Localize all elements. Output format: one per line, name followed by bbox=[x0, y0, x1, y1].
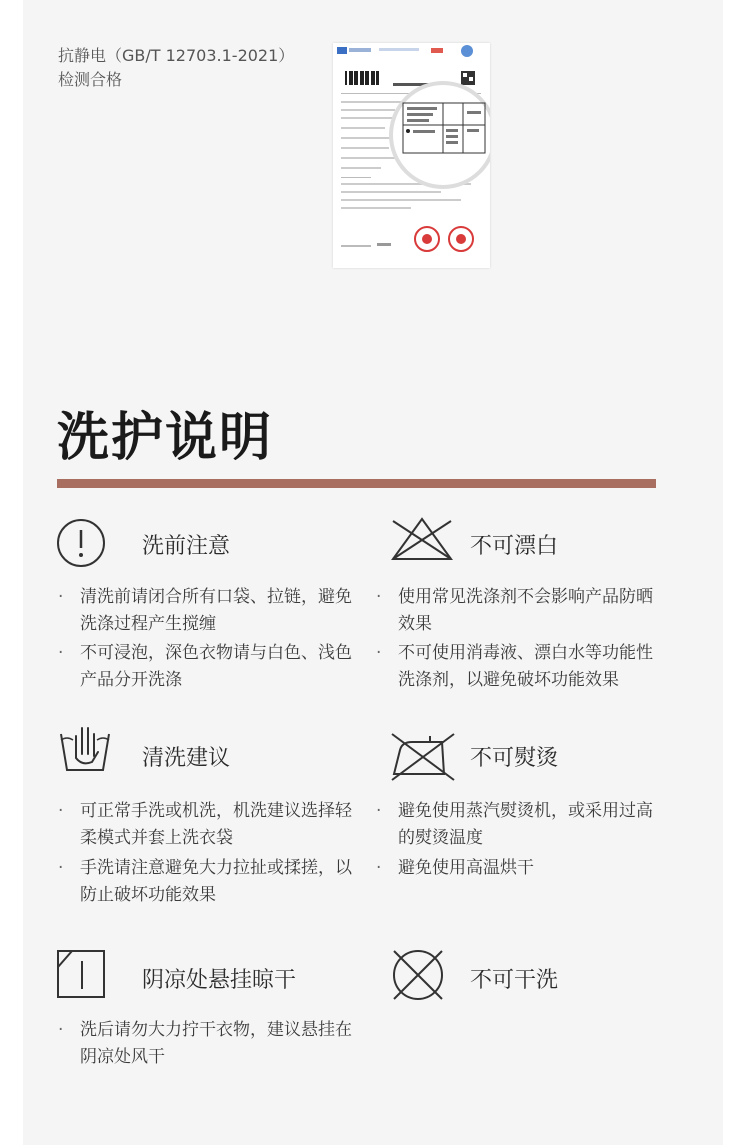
certificate-label bbox=[58, 44, 294, 92]
info-circle-icon bbox=[56, 518, 106, 568]
section-title-pre-wash: 洗前注意 bbox=[142, 534, 231, 559]
certificate-result: 检测合格 bbox=[58, 70, 123, 89]
bullet-pre-wash-2: · 不可浸泡，深色衣物请与白色、浅色产品分开洗涤 bbox=[58, 643, 352, 690]
bullet-pre-wash-1: · 清洗前请闭合所有口袋、拉链，避免洗涤过程产生搅缠 bbox=[58, 587, 352, 634]
section-title-no-bleach: 不可漂白 bbox=[470, 534, 559, 559]
bullet-wash-advice-2: · 手洗请注意避免大力拉扯或揉搓，以防止破坏功能效果 bbox=[58, 858, 352, 905]
bullet-no-iron-1: · 避免使用蒸汽熨烫机，或采用过高的熨烫温度 bbox=[376, 801, 653, 848]
no-bleach-icon bbox=[389, 515, 455, 563]
bullet-no-bleach-2: · 不可使用消毒液、漂白水等功能性洗涤剂，以避免破坏功能效果 bbox=[376, 643, 653, 690]
certificate-standard: 抗静电（GB/T 12703.1-2021） bbox=[58, 46, 295, 65]
section-title-no-iron: 不可熨烫 bbox=[470, 746, 559, 771]
hand-wash-icon bbox=[58, 724, 112, 774]
no-iron-icon bbox=[390, 730, 458, 782]
shade-dry-icon bbox=[56, 949, 106, 999]
bullet-shade-dry-1: · 洗后请勿大力拧干衣物，建议悬挂在阴凉处风干 bbox=[58, 1020, 352, 1067]
accent-divider bbox=[57, 479, 656, 488]
bullet-no-bleach-1: · 使用常见洗涤剂不会影响产品防晒效果 bbox=[376, 587, 653, 634]
test-report-graphic bbox=[333, 43, 490, 268]
section-title-shade-dry: 阴凉处悬挂晾干 bbox=[142, 968, 297, 993]
section-title-no-dry-clean: 不可干洗 bbox=[470, 968, 559, 993]
no-dry-clean-icon bbox=[390, 947, 446, 1003]
test-report-image bbox=[333, 43, 490, 268]
bullet-no-iron-2: · 避免使用高温烘干 bbox=[376, 858, 534, 878]
section-title-wash-advice: 清洗建议 bbox=[142, 746, 231, 771]
bullet-wash-advice-1: · 可正常手洗或机洗，机洗建议选择轻柔模式并套上洗衣袋 bbox=[58, 801, 352, 848]
page-title: 洗护说明 bbox=[57, 408, 274, 468]
